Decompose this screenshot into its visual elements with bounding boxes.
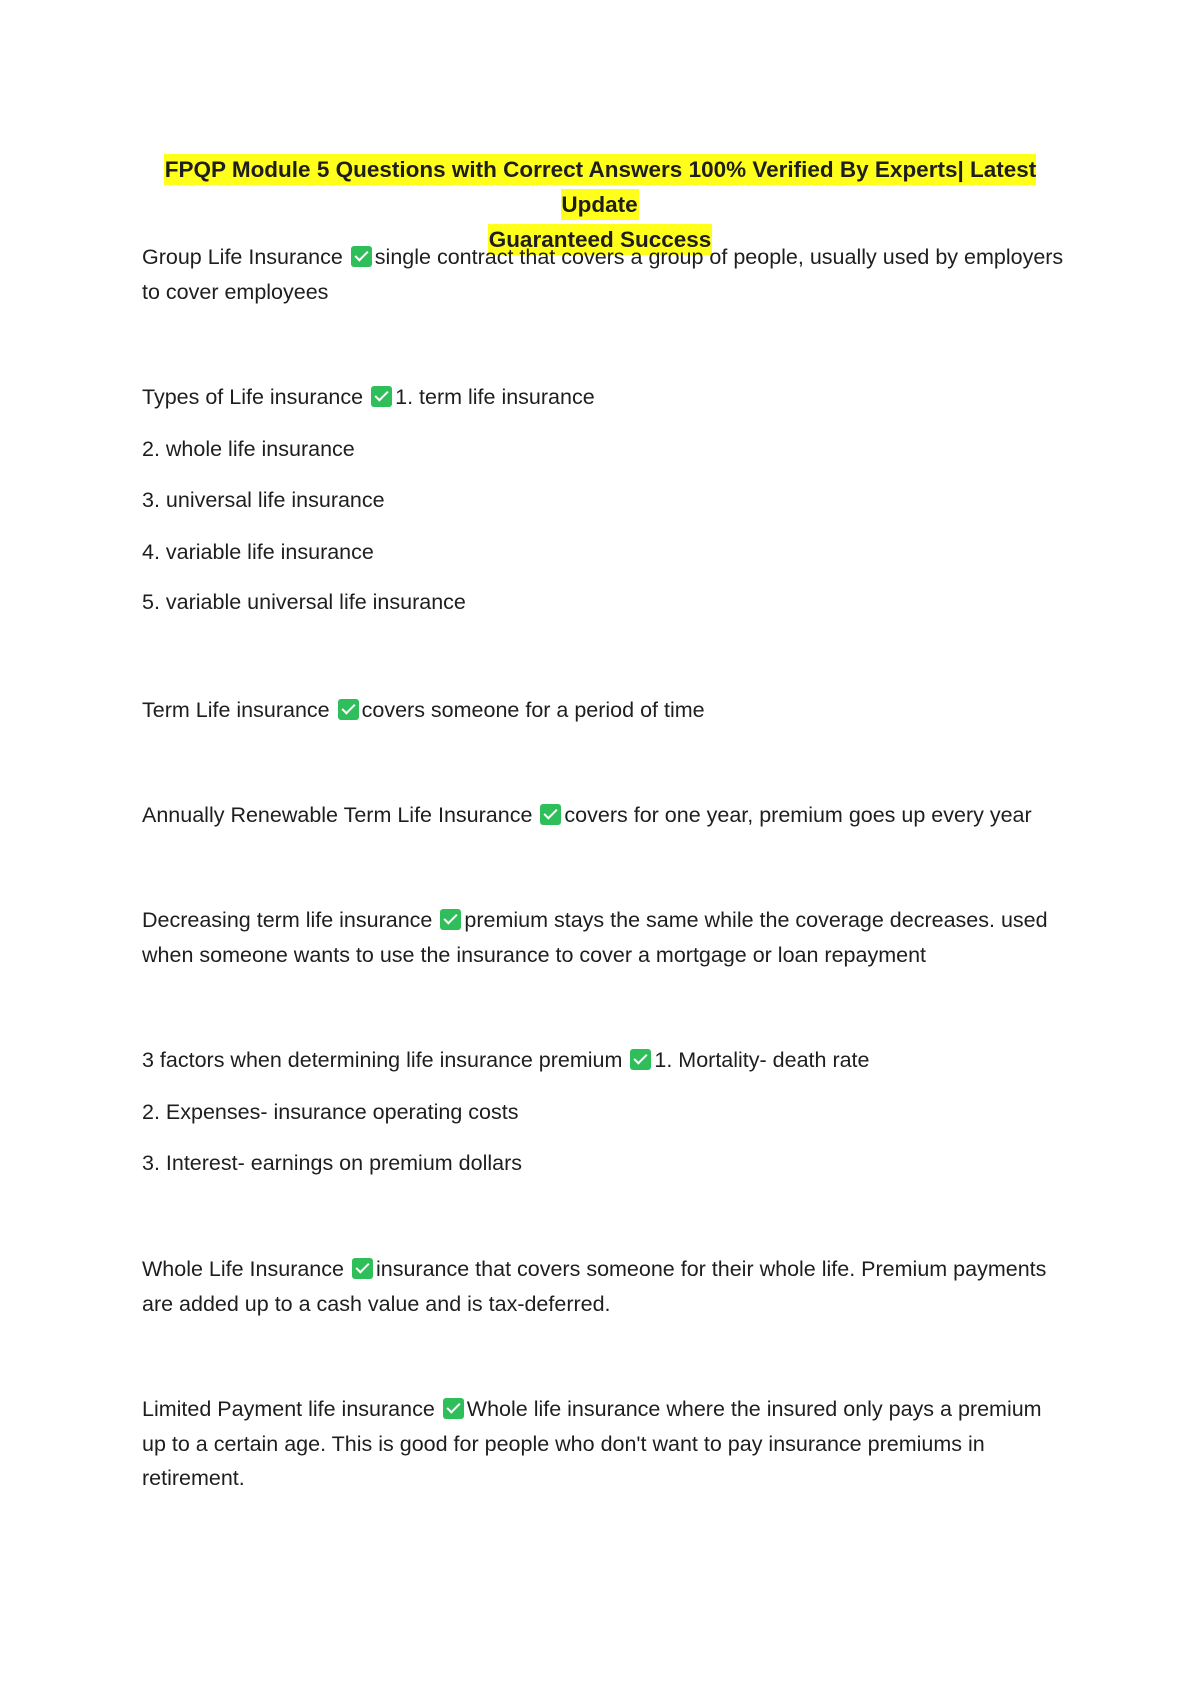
entry-answer: premium stays the same while the coverage decreases. used when someone wants to use the insurance to cover a mortgage or loan repayment — [142, 908, 1048, 967]
entry-answer: covers for one year, premium goes up every year — [564, 803, 1032, 827]
checkmark-icon — [351, 246, 372, 267]
list-item: 3. universal life insurance — [142, 488, 385, 512]
list-item: 2. Expenses- insurance operating costs — [142, 1100, 519, 1124]
entry-answer: 1. Mortality- death rate — [654, 1048, 870, 1072]
entry-answer: covers someone for a period of time — [361, 698, 705, 722]
entry-term: Decreasing term life insurance — [142, 908, 433, 932]
entry-answer: insurance that covers someone for their whole life. Premium payments are added up to a cash value and is tax-deferred. — [142, 1257, 1047, 1316]
list-item: 2. whole life insurance — [142, 437, 355, 461]
qa-entry — [142, 693, 1067, 728]
qa-entry — [142, 380, 1067, 415]
title-line-1: FPQP Module 5 Questions with Correct Answers 100% Verified By Experts| Latest Update — [164, 154, 1037, 220]
entry-answer: single contract that covers a group of people, usually used by employers to cover employees — [142, 245, 1064, 304]
qa-entry — [142, 903, 1067, 972]
entry-term: 3 factors when determining life insurance premium — [142, 1048, 623, 1072]
checkmark-icon — [540, 804, 561, 825]
checkmark-icon — [352, 1258, 373, 1279]
qa-entry — [142, 1043, 1067, 1078]
list-item: 3. Interest- earnings on premium dollars — [142, 1151, 523, 1175]
checkmark-icon — [443, 1398, 464, 1419]
qa-entry — [142, 798, 1067, 833]
checkmark-icon — [440, 909, 461, 930]
list-item: 5. variable universal life insurance — [142, 590, 466, 614]
checkmark-icon — [630, 1049, 651, 1070]
qa-entry — [142, 1252, 1067, 1321]
title-line-2: Guaranteed Success — [488, 224, 713, 255]
entry-term: Types of Life insurance — [142, 385, 364, 409]
entry-term: Group Life Insurance — [142, 245, 343, 269]
checkmark-icon — [338, 699, 359, 720]
entry-term: Annually Renewable Term Life Insurance — [142, 803, 533, 827]
entry-term: Limited Payment life insurance — [142, 1397, 435, 1421]
list-item: 4. variable life insurance — [142, 540, 374, 564]
entry-term: Whole Life Insurance — [142, 1257, 344, 1281]
entry-term: Term Life insurance — [142, 698, 330, 722]
qa-entry — [142, 240, 1067, 309]
entry-answer: 1. term life insurance — [395, 385, 595, 409]
entry-answer: Whole life insurance where the insured only pays a premium up to a certain age. This is good for people who don't want to pay insurance premiums in retirement. — [142, 1397, 1042, 1490]
checkmark-icon — [371, 386, 392, 407]
qa-entry — [142, 1392, 1067, 1496]
